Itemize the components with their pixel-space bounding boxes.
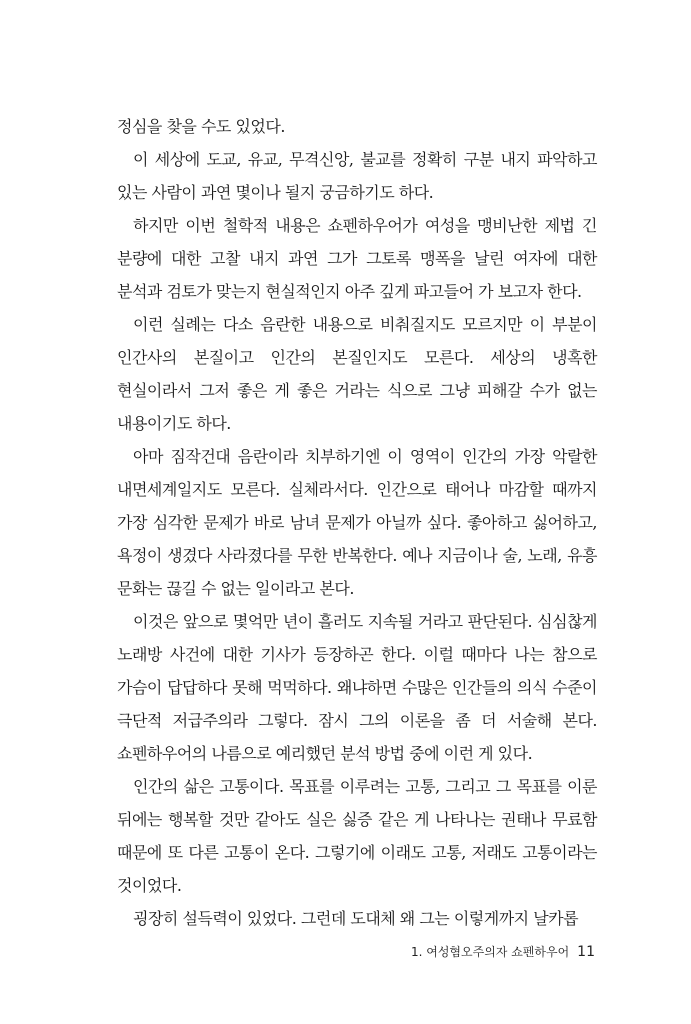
page-number: 11 — [577, 944, 595, 960]
page-body — [117, 110, 597, 935]
paragraph: 이런 실례는 다소 음란한 내용으로 비춰질지도 모르지만 이 부분이 인간사의 본질이고 인간의 본질인지도 모른다. 세상의 냉혹한 현실이라서 그저 좋은 게 좋은 거라는 식으로 그냥 피해갈 수가 없는 내용이기도 하다. — [117, 315, 597, 433]
paragraph: 이것은 앞으로 몇억만 년이 흘러도 지속될 거라고 판단된다. 심심찮게 노래방 사건에 대한 기사가 등장하곤 한다. 이럴 때마다 나는 참으로 가슴이 답답하다 못해 먹먹하다. 왜냐하면 수많은 인간들의 의식 수준이 극단적 저급주의라 그렇다. 잠시 그의 이론을 좀 더 서술해 본다. 쇼펜하우어의 나름으로 예리했던 분석 방법 중에 이런 게 있다. — [117, 612, 597, 763]
paragraph: 아마 짐작건대 음란이라 치부하기엔 이 영역이 인간의 가장 악랄한 내면세계일지도 모른다. 실체라서다. 인간으로 태어나 마감할 때까지 가장 심각한 문제가 바로 남녀 문제가 아닐까 싶다. 좋아하고 싫어하고, 욕정이 생겼다 사라졌다를 무한 반복한다. 예나 지금이나 술, 노래, 유흥 문화는 끊길 수 없는 일이라고 본다. — [117, 447, 597, 598]
paragraph: 하지만 이번 철학적 내용은 쇼펜하우어가 여성을 맹비난한 제법 긴 분량에 대한 고찰 내지 과연 그가 그토록 맹폭을 날린 여자에 대한 분석과 검토가 맞는지 현실적인지 아주 깊게 파고들어 가 보고자 한다. — [117, 216, 597, 301]
paragraph: 정심을 찾을 수도 있었다. — [117, 117, 285, 136]
page-footer — [411, 943, 595, 960]
paragraph: 이 세상에 도교, 유교, 무격신앙, 불교를 정확히 구분 내지 파악하고 있는 사람이 과연 몇이나 될지 궁금하기도 하다. — [117, 150, 597, 202]
running-head: 1. 여성혐오주의자 쇼펜하우어 — [410, 945, 570, 959]
paragraph: 굉장히 설득력이 있었다. 그런데 도대체 왜 그는 이렇게까지 날카롭 — [133, 909, 579, 928]
paragraph: 인간의 삶은 고통이다. 목표를 이루려는 고통, 그리고 그 목표를 이룬 뒤에는 행복할 것만 같아도 실은 싫증 같은 게 나타나는 권태나 무료함 때문에 또 다른 고통이 온다. 그렇기에 이래도 고통, 저래도 고통이라는 것이었다. — [117, 777, 597, 895]
